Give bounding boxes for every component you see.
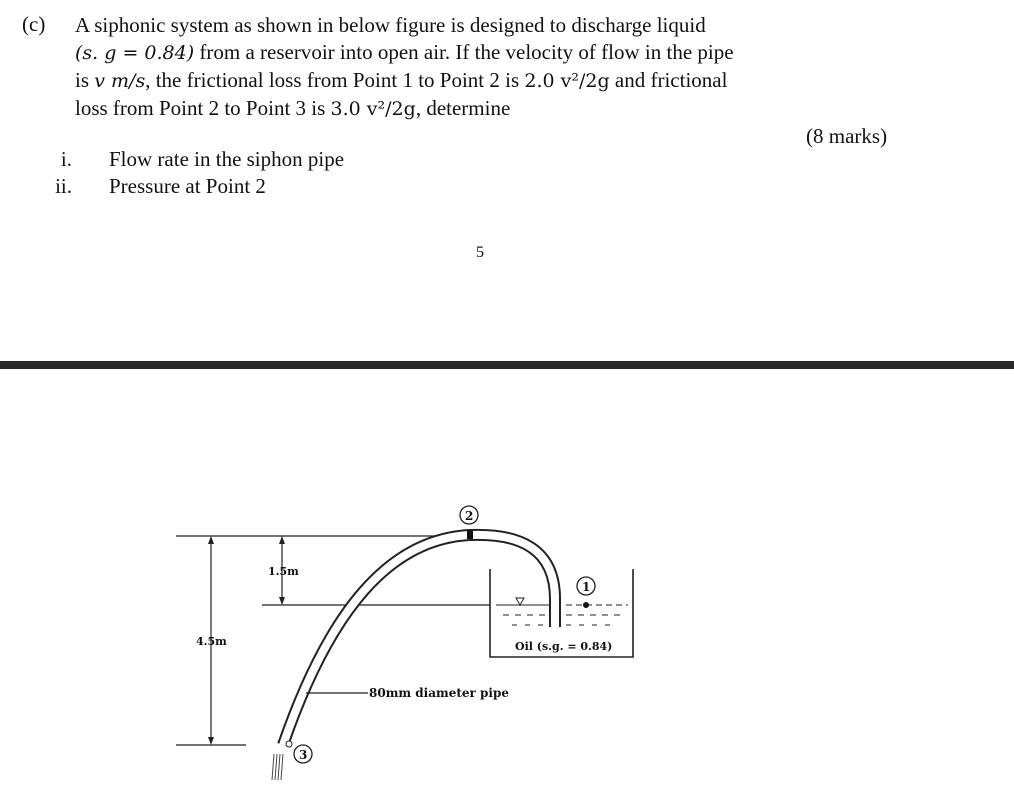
point-1-dot bbox=[583, 602, 589, 608]
point-3-dot bbox=[286, 741, 292, 747]
question-text bbox=[75, 12, 795, 123]
siphon-figure bbox=[0, 369, 1014, 790]
velocity-expression: v m/s bbox=[94, 70, 146, 92]
item-text: Flow rate in the siphon pipe bbox=[109, 147, 345, 171]
line4-text-a: loss from Point 2 to Point 3 is bbox=[75, 96, 331, 120]
siphon-pipe bbox=[283, 530, 555, 745]
item-text: Pressure at Point 2 bbox=[109, 174, 266, 198]
line3-text-c: and frictional bbox=[609, 68, 728, 92]
line4-text-b: , determine bbox=[415, 96, 511, 120]
page-number: 5 bbox=[476, 244, 484, 261]
outlet-jet bbox=[272, 754, 283, 780]
point-3-label: 3 bbox=[299, 748, 308, 762]
tank-label: Oil (s.g. = 0.84) bbox=[515, 640, 613, 653]
pipe-label: 80mm diameter pipe bbox=[369, 686, 509, 700]
line3-text-a: is bbox=[75, 68, 95, 92]
point-1-label: 1 bbox=[582, 580, 591, 594]
line3-text-b: , the frictional loss from Point 1 to Point 2 is bbox=[145, 68, 525, 92]
line2-text: from a reservoir into open air. If the velocity of flow in the pipe bbox=[194, 40, 734, 64]
item-number: ii. bbox=[55, 174, 72, 198]
question-line-2 bbox=[75, 39, 795, 67]
marks-label: (8 marks) bbox=[806, 124, 888, 148]
question-line-4 bbox=[75, 95, 795, 123]
loss-2-3-expression: 3.0 v²/2g bbox=[330, 98, 416, 120]
item-number: i. bbox=[60, 147, 72, 171]
dim-1-5m-label: 1.5m bbox=[268, 565, 299, 578]
page-divider bbox=[0, 361, 1014, 369]
point-2-label: 2 bbox=[465, 509, 474, 523]
dim-4-5m-label: 4.5m bbox=[196, 635, 227, 648]
line1-text: A siphonic system as shown in below figure is designed to discharge liquid bbox=[75, 13, 706, 37]
loss-1-2-expression: 2.0 v²/2g bbox=[524, 70, 610, 92]
question-label: (c) bbox=[22, 12, 46, 36]
sg-expression: (s. g = 0.84) bbox=[75, 42, 195, 64]
question-line-1 bbox=[75, 12, 795, 39]
question-line-3 bbox=[75, 67, 795, 95]
